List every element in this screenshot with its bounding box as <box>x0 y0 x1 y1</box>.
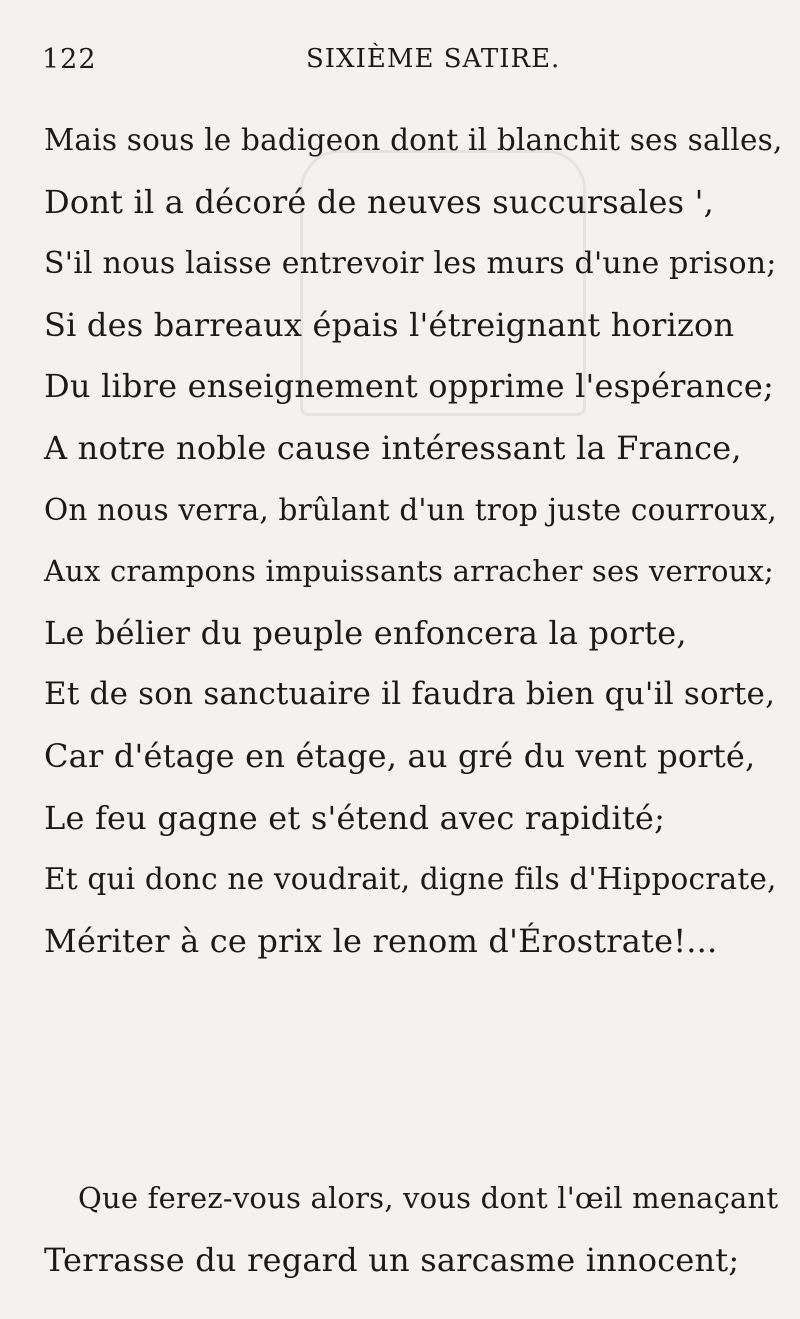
verse-line: Aux crampons impuissants arracher ses verroux; <box>44 554 775 589</box>
verse-line: Et qui donc ne voudrait, digne fils d'Hippocrate, <box>44 862 777 897</box>
verse-line: Que ferez-vous alors, vous dont l'œil menaçant <box>78 1181 779 1215</box>
verse-line: S'il nous laisse entrevoir les murs d'une prison; <box>44 246 777 282</box>
verse-line: Si des barreaux épais l'étreignant horizon <box>44 305 735 344</box>
verse-line: Dont il a décoré de neuves succursales ', <box>44 182 715 221</box>
verse-line: Le bélier du peuple enfoncera la porte, <box>44 613 687 652</box>
verse-line: Terrasse du regard un sarcasme innocent; <box>44 1240 740 1279</box>
verse-line: Mériter à ce prix le renom d'Érostrate!... <box>44 921 718 960</box>
stanza-2 <box>44 1168 779 1291</box>
verse-line: Mais sous le badigeon dont il blanchit ses salles, <box>44 123 783 157</box>
page-header <box>42 44 762 84</box>
verse-line: Et de son sanctuaire il faudra bien qu'il sorte, <box>44 676 776 713</box>
verse-line: On nous verra, brûlant d'un trop juste courroux, <box>44 492 777 527</box>
running-title: SIXIÈME SATIRE. <box>306 44 561 74</box>
verse-line: Le feu gagne et s'étend avec rapidité; <box>44 798 666 837</box>
verse-line: Car d'étage en étage, au gré du vent porté, <box>44 736 756 775</box>
verse-line: A notre noble cause intéressant la France, <box>44 428 742 467</box>
stanza-1 <box>44 110 783 972</box>
verse-line: Du libre enseignement opprime l'espérance; <box>44 367 774 406</box>
page-number: 122 <box>42 44 97 75</box>
